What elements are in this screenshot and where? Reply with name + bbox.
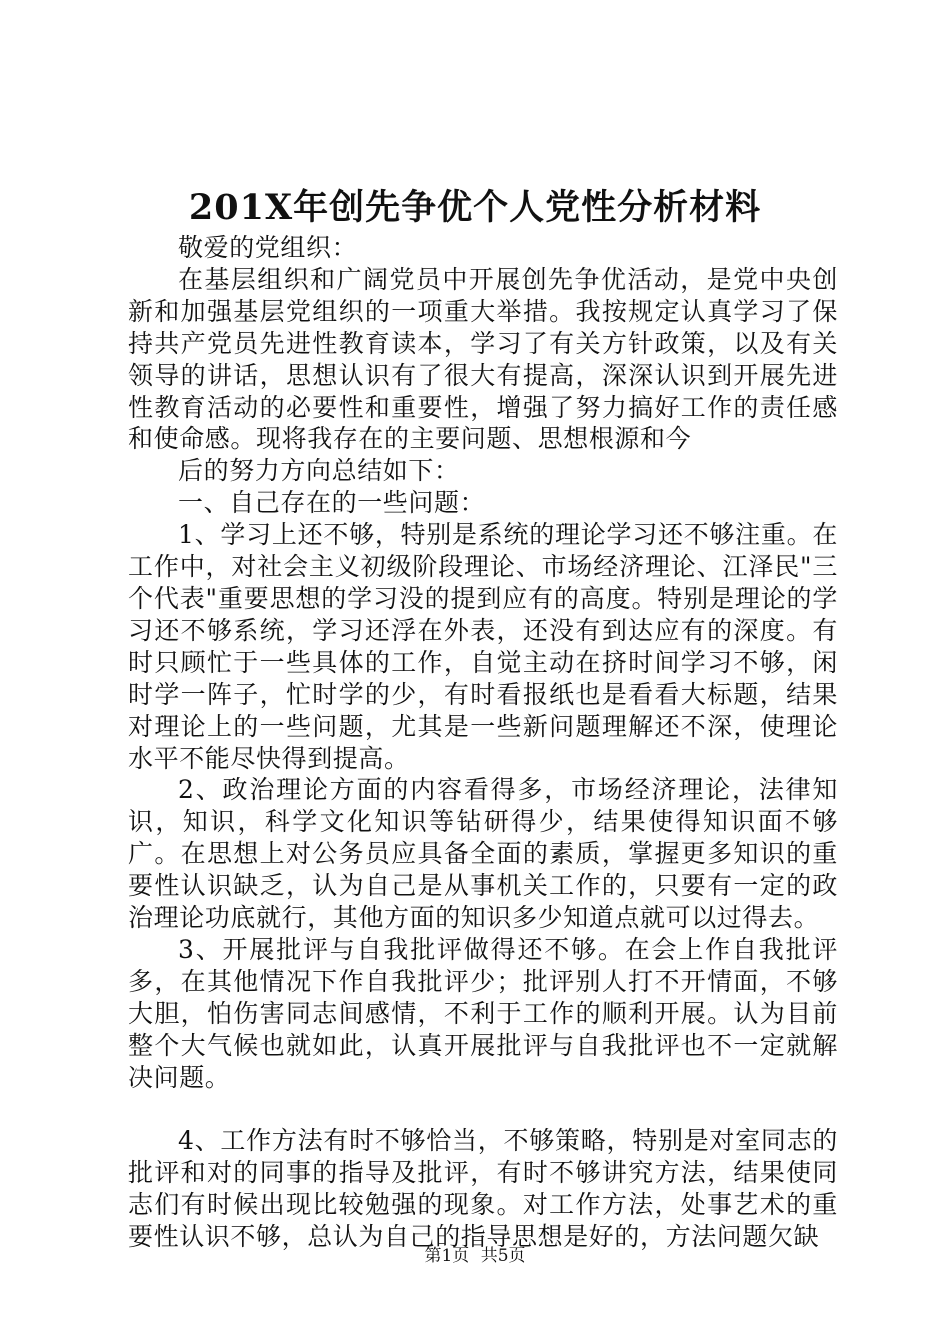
- problem-item-1: 1、学习上还不够，特别是系统的理论学习还不够注重。在工作中，对社会主义初级阶段理论、市场经济理论、江泽民"三个代表"重要思想的学习没的提到应有的高度。特别是理论的学习还不够系统，学习还浮在外表，还没有到达应有的深度。有时只顾忙于一些具体的工作，自觉主动在挤时间学习不够，闲时学一阵子，忙时学的少，有时看报纸也是看看大标题，结果对理论上的一些问题，尤其是一些新问题理解还不深，使理论水平不能尽快得到提高。: [128, 520, 838, 773]
- page-total: 共5页: [480, 1246, 526, 1266]
- page-number: 第1页: [424, 1246, 470, 1266]
- page-footer: [0, 1244, 950, 1268]
- document-body: [128, 232, 838, 1253]
- intro-paragraph: 在基层组织和广阔党员中开展创先争优活动，是党中央创新和加强基层党组织的一项重大举措。我按规定认真学习了保持共产党员先进性教育读本，学习了有关方针政策，以及有关领导的讲话，思想认识有了很大有提高，深深认识到开展先进性教育活动的必要性和重要性，增强了努力搞好工作的责任感和使命感。现将我存在的主要问题、思想根源和今: [128, 264, 838, 454]
- problem-item-3: 3、开展批评与自我批评做得还不够。在会上作自我批评多，在其他情况下作自我批评少；批评别人打不开情面，不够大胆，怕伤害同志间感情，不利于工作的顺利开展。认为目前整个大气候也就如此，认真开展批评与自我批评也不一定就解决问题。: [128, 934, 838, 1092]
- document-title: 201X年创先争优个人党性分析材料: [188, 187, 762, 228]
- salutation: 敬爱的党组织：: [178, 233, 358, 262]
- problem-item-4: 4、工作方法有时不够恰当，不够策略，特别是对室同志的批评和对的同事的指导及批评，有时不够讲究方法，结果使同志们有时候出现比较勉强的现象。对工作方法，处事艺术的重要性认识不够，总认为自己的指导思想是好的，方法问题欠缺: [128, 1126, 838, 1252]
- problem-item-2: 2、政治理论方面的内容看得多，市场经济理论，法律知识，知识，科学文化知识等钻研得少，结果使得知识面不够广。在思想上对公务员应具备全面的素质，掌握更多知识的重要性认识缺乏，认为自己是从事机关工作的，只要有一定的政治理论功底就行，其他方面的知识多少知道点就可以过得去。: [128, 775, 838, 933]
- intro-continuation: 后的努力方向总结如下：: [178, 456, 460, 486]
- section-heading: 一、自己存在的一些问题：: [178, 488, 486, 518]
